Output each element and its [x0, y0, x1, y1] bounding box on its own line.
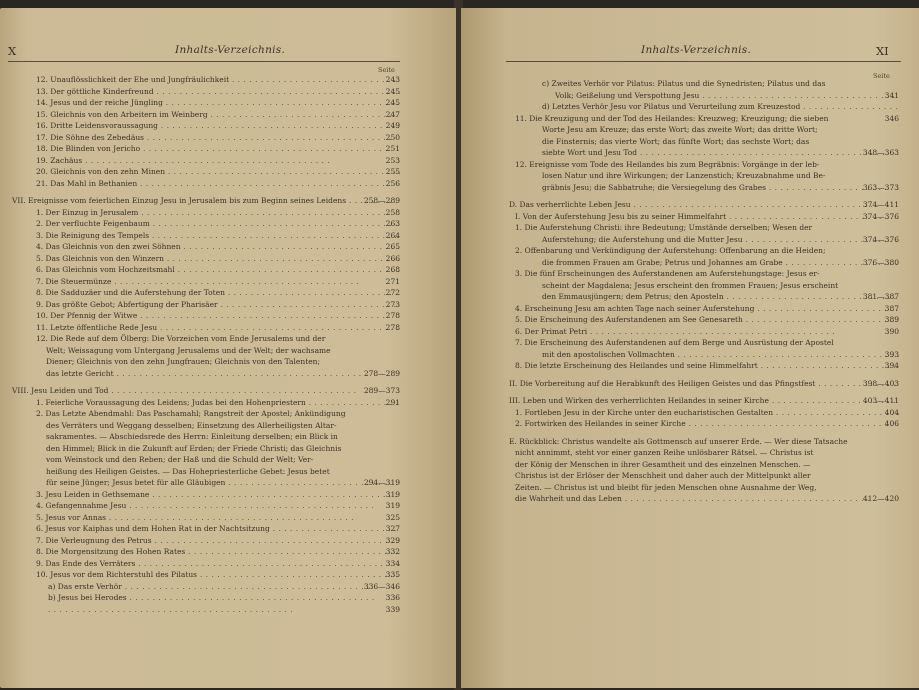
- toc-entry-page: 404: [884, 407, 899, 417]
- toc-subentry: [10, 592, 400, 604]
- toc-entry-title: 2. Der verfluchte Feigenbaum . . .: [36, 218, 398, 230]
- toc-entry: [10, 74, 400, 86]
- toc-entry-title: D. Das verherrlichte Leben Jesu . . .: [509, 199, 879, 211]
- toc-entry-title: 5. Jesus vor Annas . . .: [36, 512, 354, 524]
- toc-entry-title: 6. Der Primat Petri . . .: [515, 326, 835, 338]
- toc-entry-abendmahl-line: [10, 477, 400, 489]
- page-number-left: X: [8, 44, 17, 58]
- toc-entry-page: 294—319: [363, 478, 400, 487]
- toc-entry-line: [507, 234, 899, 246]
- toc-entry-page: 278: [385, 322, 400, 332]
- toc-entry-12-line: [507, 182, 899, 194]
- toc-entry-page: 243: [385, 75, 400, 84]
- toc-entry-page: 268: [385, 265, 400, 274]
- toc-entry: [10, 535, 400, 547]
- toc-entry-text: der König der Menschen in ihrer Gesamtheit und des einzelnen Menschen. —: [515, 459, 811, 469]
- toc-entry-abendmahl-line: [10, 454, 400, 466]
- toc-entry-line: [507, 280, 899, 292]
- toc-entry-page: 335: [385, 570, 400, 579]
- toc-left: [10, 74, 400, 615]
- toc-entry-title: 9. Das größte Gebot; Abfertigung der Pharisäer . . .: [36, 299, 400, 311]
- toc-entry-title: a) Das erste Verhör . . .: [48, 581, 370, 593]
- toc-entry: [10, 218, 400, 230]
- toc-entry-page: 265: [385, 242, 400, 251]
- toc-entry-text: E. Rückblick: Christus wandelte als Gottmensch auf unserer Erde. — Wer diese Tatsache: [509, 436, 848, 446]
- section-e-line: [507, 470, 899, 482]
- toc-entry-text: 2. Offenbarung und Verkündigung der Auferstehung: Offenbarung an die Heiden;: [515, 246, 826, 255]
- toc-entry-text: Worte Jesu am Kreuze; das erste Wort; das zweite Wort; das dritte Wort;: [542, 125, 818, 134]
- toc-entry-abendmahl-line: [10, 431, 400, 443]
- toc-entry-text: mit den apostolischen Vollmachten . . .: [542, 349, 899, 361]
- toc-entry-page: 329: [385, 535, 400, 545]
- toc-entry-line: [507, 245, 899, 257]
- toc-entry-c-line: [507, 78, 899, 90]
- toc-entry-title: III. Leben und Wirken des verherrlichten Heilandes in seiner Kirche . . .: [509, 395, 899, 407]
- toc-entry-title: 6. Das Gleichnis vom Hochzeitsmahl . . .: [36, 264, 400, 276]
- toc-entry-text: losen Natur und ihre Wirkungen; der Lanzenstich; Kreuzabnahme und Be-: [542, 171, 826, 180]
- toc-entry-line: [507, 337, 899, 349]
- toc-entry-12-line: [10, 345, 400, 357]
- toc-entry-title: 6. Jesus vor Kaiphas und dem Hohen Rat in der Nachtsitzung . . .: [36, 523, 400, 535]
- toc-entry: [10, 253, 400, 265]
- section-heading-d2: [507, 378, 899, 390]
- toc-entry: [10, 230, 400, 242]
- toc-entry: [10, 512, 400, 524]
- toc-entry-title: 3. Die Reinigung des Tempels . . .: [36, 230, 397, 242]
- toc-entry-title: 9. Das Ende des Verräters . . .: [36, 558, 383, 570]
- section-e-line: [507, 459, 899, 471]
- toc-entry: [10, 310, 400, 322]
- toc-entry-title: 2. Fortwirken des Heilandes in seiner Kirche . . .: [515, 418, 899, 430]
- toc-entry: [10, 397, 400, 409]
- seite-label-left: Seite: [378, 66, 395, 74]
- toc-entry-page: 247: [385, 109, 400, 119]
- toc-entry: [10, 322, 400, 334]
- toc-entry: [10, 489, 400, 501]
- toc-entry-line: [507, 349, 899, 361]
- toc-entry-page: 253: [385, 155, 400, 165]
- toc-entry-title: 14. Jesus und der reiche Jüngling . . .: [36, 97, 400, 109]
- header-rule-left: [8, 61, 400, 62]
- toc-entry-page: 319: [385, 489, 400, 499]
- toc-entry: [507, 407, 899, 419]
- toc-entry-page: 278: [385, 311, 400, 320]
- toc-entry-11-line: [507, 136, 899, 148]
- toc-entry: [10, 299, 400, 311]
- page-number-right: XI: [876, 44, 889, 58]
- toc-entry-text: 12. Ereignisse vom Tode des Heilandes bis zum Begräbnis: Vorgänge in der leb-: [515, 159, 820, 169]
- toc-entry-text: den Emmausjüngern; dem Petrus; den Aposteln . . .: [542, 291, 899, 303]
- toc-entry: [10, 178, 400, 190]
- page-header-right: Inhalts-Verzeichnis.: [641, 44, 752, 56]
- toc-entry: [10, 143, 400, 155]
- toc-entry-text: die Wahrheit und das Leben . . .: [515, 493, 870, 505]
- toc-entry-page: 256: [385, 178, 400, 188]
- toc-entry-text: vom Weinstock und den Reben; der Haß und die Schuld der Welt; Ver-: [46, 455, 314, 464]
- toc-entry-text: c) Zweites Verhör vor Pilatus: Pilatus und die Synedristen; Pilatus und das: [542, 79, 826, 88]
- toc-entry: [10, 109, 400, 121]
- toc-entry: [10, 86, 400, 98]
- toc-entry-title: 20. Gleichnis von den zehn Minen . . .: [36, 166, 400, 178]
- toc-entry-title: 16. Dritte Leidensvoraussagung . . .: [36, 120, 400, 132]
- toc-entry-title: 7. Die Steuermünze . . .: [36, 276, 359, 288]
- toc-entry: [507, 360, 899, 372]
- toc-entry-page: 263: [385, 219, 400, 228]
- toc-entry-page: 341: [884, 90, 899, 100]
- toc-entry-text: die frommen Frauen am Grabe; Petrus und Johannes am Grabe . . .: [542, 257, 899, 269]
- toc-subentry: [10, 604, 400, 616]
- toc-entry-page: 381—387: [862, 292, 899, 301]
- toc-entry-title: VIII. Jesu Leiden und Tod . . .: [12, 385, 356, 397]
- toc-entry-page: 406: [884, 419, 899, 428]
- toc-entry-page: 374—376: [862, 211, 899, 221]
- toc-entry-text: 7. Die Erscheinung des Auferstandenen auf dem Berge und Ausrüstung der Apostel: [515, 338, 834, 347]
- toc-entry-title: 15. Gleichnis von den Arbeitern im Weinberg . . .: [36, 109, 400, 121]
- toc-entry-line: [507, 222, 899, 234]
- toc-entry: [10, 287, 400, 299]
- toc-entry-title: 12. Unauflösslichkeit der Ehe und Jungfräulichkeit . . .: [36, 74, 400, 86]
- toc-entry-text: für seine Jünger; Jesus betet für alle Gläubigen . . .: [46, 477, 400, 489]
- toc-entry-title: 10. Jesus vor dem Richterstuhl des Pilatus . . .: [36, 569, 400, 581]
- toc-entry-page: 273: [385, 299, 400, 309]
- toc-entry-text: Zeiten. — Christus ist und bleibt für jeden Menschen ohne Ausnahme der Weg,: [515, 482, 817, 492]
- toc-entry-text: das letzte Gericht . . .: [46, 368, 362, 380]
- toc-entry: [10, 97, 400, 109]
- toc-entry: [10, 276, 400, 288]
- section-heading-viii: [10, 385, 400, 397]
- toc-entry-page: 266: [385, 253, 400, 263]
- toc-entry-page: 327: [385, 524, 400, 533]
- toc-entry-page: 264: [385, 230, 400, 240]
- section-heading-d3: [507, 395, 899, 407]
- toc-entry-page: 271: [385, 276, 400, 286]
- toc-entry-page: 403—411: [862, 396, 899, 405]
- toc-entry-title: 13. Der göttliche Kinderfreund . . .: [36, 86, 400, 98]
- toc-entry-title: 18. Die Blinden von Jericho . . .: [36, 143, 388, 155]
- toc-entry-abendmahl-line: [10, 420, 400, 432]
- toc-entry: [10, 132, 400, 144]
- toc-entry-text: siebte Wort und Jesu Tod . . .: [542, 147, 885, 159]
- toc-entry-title: 1. Der Einzug in Jerusalem . . .: [36, 207, 386, 219]
- toc-entry: [10, 500, 400, 512]
- toc-entry-text: des Verräters und Weggang desselben; Einsetzung des Allerheiligsten Altar-: [46, 420, 337, 430]
- toc-entry-text: heißung des Heiligen Geistes. — Das Hohepriesterliche Gebet: Jesus betet: [46, 466, 330, 476]
- toc-entry-text: den Himmel; Blick in die Zukunft auf Erden; der Friede Christi; das Gleichnis: [46, 443, 342, 453]
- toc-entry: [10, 166, 400, 178]
- toc-entry-title: 3. Jesu Leiden in Gethsemane . . .: [36, 489, 397, 501]
- toc-entry-title: [48, 604, 293, 616]
- toc-entry-page: 272: [385, 288, 400, 297]
- toc-entry-page: 390: [884, 326, 899, 336]
- toc-entry-page: 245: [385, 98, 400, 107]
- toc-entry-c-line: [507, 90, 899, 102]
- toc-entry: [10, 120, 400, 132]
- toc-entry-page: 348—363: [862, 148, 899, 157]
- toc-entry-d: [507, 101, 899, 113]
- toc-entry-title: I. Von der Auferstehung Jesu bis zu seiner Himmelfahrt . . .: [515, 211, 899, 223]
- toc-entry-title: 7. Die Verleugnung des Petrus . . .: [36, 535, 400, 547]
- toc-entry: [10, 523, 400, 535]
- toc-entry-text: sakramentes. — Abschiedsrede des Herrn: Einleitung derselben; ein Blick in: [46, 432, 338, 441]
- toc-entry-title: 8. Die Morgensitzung des Hohen Rates . . .: [36, 546, 400, 558]
- toc-entry-line: [507, 257, 899, 269]
- toc-entry-line: [507, 291, 899, 303]
- toc-entry-title: 5. Das Gleichnis von den Winzern . . .: [36, 253, 400, 265]
- header-rule-right: [506, 61, 901, 62]
- left-page: [0, 8, 456, 688]
- toc-entry-text: Volk; Geißelung und Verspottung Jesu . . .: [555, 90, 899, 102]
- toc-entry-title: VII. Ereignisse vom feierlichen Einzug Jesu in Jerusalem bis zum Beginn seines Leidens . . .: [12, 195, 400, 207]
- toc-entry-page: 255: [385, 167, 400, 176]
- right-page: [461, 8, 919, 688]
- toc-entry-title: b) Jesus bei Herodes . . .: [48, 592, 375, 604]
- page-header-left: Inhalts-Verzeichnis.: [175, 44, 286, 56]
- toc-entry-line: [507, 268, 899, 280]
- toc-entry-title: 8. Die Sadduzäer und die Auferstehung der Toten . . .: [36, 287, 400, 299]
- toc-entry: [10, 264, 400, 276]
- toc-entry: [10, 558, 400, 570]
- toc-entry-title: 8. Die letzte Erscheinung des Heilandes und seine Himmelfahrt . . .: [515, 360, 899, 372]
- toc-entry-page: 332: [385, 547, 400, 556]
- toc-entry-12-line: [10, 368, 400, 380]
- toc-entry-page: 336—346: [363, 581, 400, 591]
- toc-entry: [10, 155, 400, 167]
- section-heading-d1: [507, 211, 899, 223]
- toc-entry-text: die Finsternis; das vierte Wort; das fünfte Wort; das sechste Wort; das: [542, 136, 810, 146]
- seite-label-right: Seite: [873, 72, 890, 80]
- toc-entry-abendmahl-line: [10, 443, 400, 455]
- toc-entry-page: 258—289: [363, 196, 400, 205]
- toc-entry-page: 394: [884, 361, 899, 370]
- toc-entry-title: 4. Gefangennahme Jesu . . .: [36, 500, 374, 512]
- toc-entry-12-line: [507, 170, 899, 182]
- section-e-line: [507, 493, 899, 505]
- section-heading-d: [507, 199, 899, 211]
- toc-entry-page: 319: [385, 501, 400, 510]
- section-e-line: [507, 447, 899, 459]
- toc-entry: [507, 326, 899, 338]
- toc-entry-title: 4. Das Gleichnis von den zwei Söhnen . . .: [36, 241, 400, 253]
- toc-entry-12-line: [507, 159, 899, 171]
- section-e-line: [507, 482, 899, 494]
- toc-entry-page: 339: [385, 604, 400, 614]
- toc-entry-title: 17. Die Söhne des Zebedäus . . .: [36, 132, 392, 144]
- toc-entry-title: 19. Zachäus . . .: [36, 155, 330, 167]
- toc-entry-text: 3. Die fünf Erscheinungen des Auferstandenen am Auferstehungstage: Jesus er-: [515, 269, 820, 278]
- toc-entry-page: 376—380: [862, 257, 899, 267]
- toc-right: [507, 78, 899, 505]
- toc-entry-title: II. Die Vorbereitung auf die Herabkunft des Heiligen Geistes und das Pfingstfest . . .: [509, 378, 899, 390]
- toc-subentry: [10, 581, 400, 593]
- toc-entry-page: 258: [385, 207, 400, 217]
- toc-entry-text: Welt; Weissagung vom Untergang Jerusalems und der Welt; der wachsame: [46, 345, 331, 355]
- toc-entry-12-line: [10, 356, 400, 368]
- toc-entry: [10, 546, 400, 558]
- toc-entry-title: 1. Fortleben Jesu in der Kirche unter den eucharistischen Gestalten . . .: [515, 407, 899, 419]
- toc-entry-title: d) Letztes Verhör Jesu vor Pilatus und Verurteilung zum Kreuzestod . . .: [542, 101, 899, 113]
- toc-entry-page: 374—376: [862, 234, 899, 244]
- toc-entry-page: 289—373: [363, 386, 400, 395]
- toc-entry: [507, 303, 899, 315]
- toc-entry-title: 4. Erscheinung Jesu am achten Tage nach seiner Auferstehung . . .: [515, 303, 899, 315]
- toc-entry-text: 2. Das Letzte Abendmahl: Das Paschamahl; Rangstreit der Apostel; Ankündigung: [36, 409, 346, 418]
- toc-entry-page: 291: [385, 397, 400, 407]
- toc-entry-11-line: [507, 124, 899, 136]
- toc-entry: [507, 418, 899, 430]
- toc-entry-page: 374—411: [862, 200, 899, 209]
- toc-entry-page: 249: [385, 121, 400, 130]
- toc-entry-11-line: [507, 113, 899, 125]
- toc-entry-text: 11. Die Kreuzigung und der Tod des Heilandes: Kreuzweg; Kreuzigung; die sieben: [515, 113, 829, 123]
- toc-entry-page: 346: [884, 113, 899, 123]
- toc-entry-12-line: [10, 333, 400, 345]
- toc-entry-text: Diener; Gleichnis von den zehn Jungfrauen; Gleichnis von den Talenten;: [46, 357, 321, 366]
- toc-entry-title: 10. Der Pfennig der Witwe . . .: [36, 310, 385, 322]
- toc-entry-page: 389: [884, 315, 899, 324]
- toc-entry-text: Auferstehung; die Auferstehung und die Mutter Jesu . . .: [542, 234, 899, 246]
- toc-entry-text: 12. Die Rede auf dem Ölberg: Die Vorzeichen vom Ende Jerusalems und der: [36, 334, 326, 343]
- toc-entry-11-line: [507, 147, 899, 159]
- toc-entry: [507, 314, 899, 326]
- toc-entry-abendmahl-line: [10, 466, 400, 478]
- toc-entry-page: 245: [385, 86, 400, 96]
- toc-entry-page: 363—373: [862, 182, 899, 192]
- toc-entry-page: 336: [385, 593, 400, 602]
- toc-entry-text: 1. Die Auferstehung Christi: ihre Bedeutung; Umstände derselben; Wesen der: [515, 223, 813, 232]
- toc-entry-page: 325: [385, 512, 400, 522]
- toc-entry-text: scheint der Magdalena; Jesus erscheint den frommen Frauen; Jesus erscheint: [542, 280, 839, 290]
- toc-entry-title: 5. Die Erscheinung des Auferstandenen am See Genesareth . . .: [515, 314, 899, 326]
- section-e-line: [507, 436, 899, 448]
- toc-entry-page: 251: [385, 144, 400, 153]
- toc-entry-page: 250: [385, 132, 400, 142]
- section-heading-vii: [10, 195, 400, 207]
- toc-entry-text: nicht annimmt, steht vor einer ganzen Reihe unlösbarer Rätsel. — Christus ist: [515, 448, 814, 457]
- toc-entry-title: 1. Feierliche Voraussagung des Leidens; Judas bei den Hohenpriestern . . .: [36, 397, 400, 409]
- toc-entry-abendmahl-line: [10, 408, 400, 420]
- toc-entry-page: 398—403: [862, 378, 899, 388]
- toc-entry-page: 278—289: [363, 368, 400, 378]
- toc-entry: [10, 569, 400, 581]
- toc-entry-title: 11. Letzte öffentliche Rede Jesu . . .: [36, 322, 400, 334]
- toc-entry-text: Christus ist der Erlöser der Menschheit und daher auch der Mittelpunkt aller: [515, 471, 811, 480]
- toc-entry: [10, 241, 400, 253]
- toc-entry-text: gräbnis Jesu; die Sabbatruhe; die Versiegelung des Grabes . . .: [542, 182, 899, 194]
- toc-entry-title: 21. Das Mahl in Bethanien . . .: [36, 178, 385, 190]
- toc-entry-page: 393: [884, 349, 899, 359]
- toc-entry: [10, 207, 400, 219]
- toc-entry-page: 387: [884, 303, 899, 313]
- toc-entry-page: 412—420: [862, 494, 899, 503]
- toc-entry-page: 334: [385, 558, 400, 568]
